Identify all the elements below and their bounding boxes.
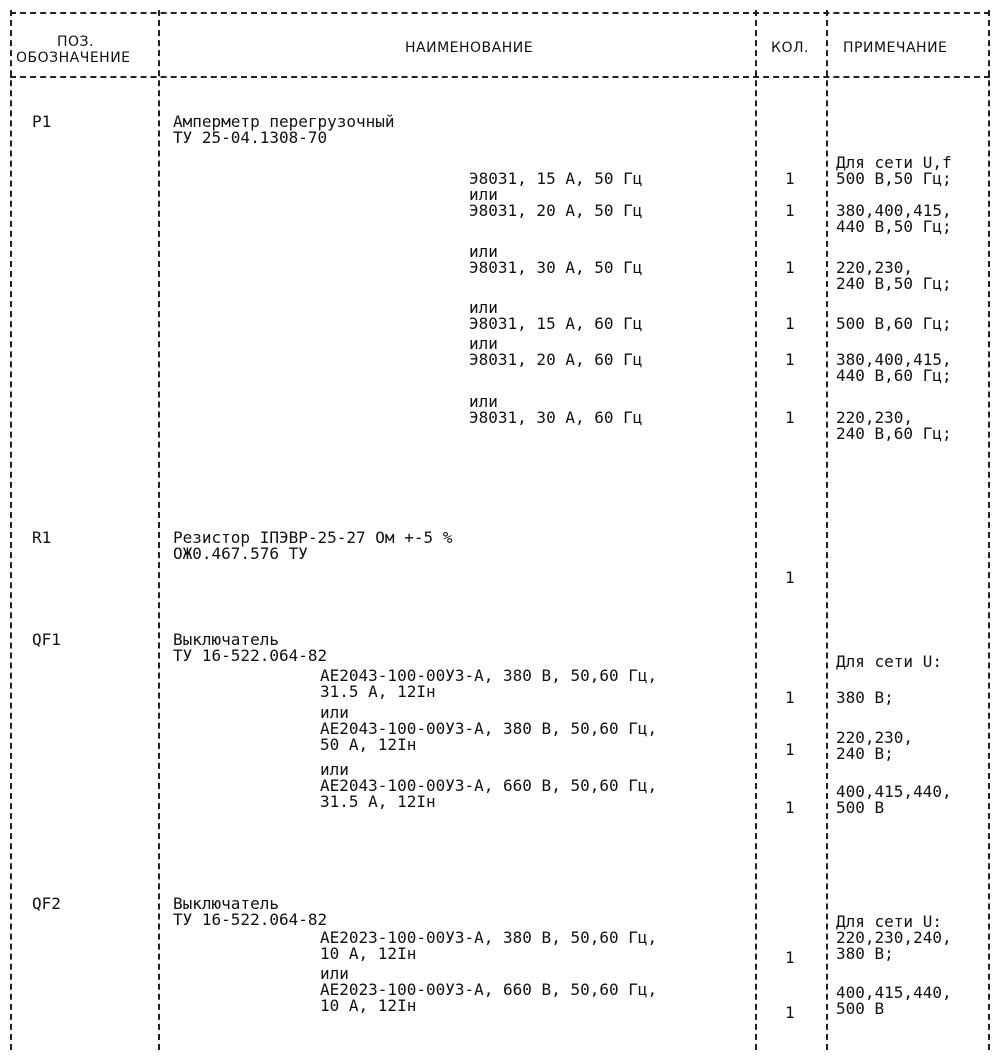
qf1-item-3-line2: 31.5 А, 12Iн [320, 792, 436, 811]
p1-item-2-name: Э8031, 20 А, 50 Гц [469, 201, 643, 220]
p1-item-4-note1: 500 В,60 Гц; [836, 314, 952, 333]
qf1-item-3-note1: 400,415,440, [836, 782, 952, 801]
qf2-item-1-line1: АЕ2023-100-00УЗ-А, 380 В, 50,60 Гц, [320, 928, 658, 947]
qf1-note-head: Для сети U: [836, 652, 942, 671]
qf1-item-1-line2: 31.5 А, 12Iн [320, 682, 436, 701]
qf1-item-2-line2: 50 А, 12Iн [320, 735, 417, 754]
column-rule-name [755, 10, 757, 1050]
qf1-item-2-qty: 1 [785, 740, 795, 759]
qf1-pos: QF1 [32, 630, 61, 649]
p1-item-1-name: Э8031, 15 А, 50 Гц [469, 169, 643, 188]
p1-item-6-qty: 1 [785, 408, 795, 427]
qf1-item-3-note2: 500 В [836, 798, 885, 817]
p1-item-6-ili: или [469, 392, 498, 411]
qf2-item-2-note1: 400,415,440, [836, 983, 952, 1002]
qf1-item-2-ili: или [320, 703, 349, 722]
qf2-item-1-note1: Для сети U: [836, 912, 942, 931]
qf1-item-2-note1: 220,230, [836, 728, 914, 747]
p1-item-4-name: Э8031, 15 А, 60 Гц [469, 314, 643, 333]
column-rule-right [988, 10, 990, 1050]
qf1-item-1-qty: 1 [785, 688, 795, 707]
qf2-item-2-line1: АЕ2023-100-00УЗ-А, 660 В, 50,60 Гц, [320, 980, 658, 999]
r1-title2: ОЖ0.467.576 ТУ [173, 544, 308, 563]
p1-item-2-note1: 380,400,415, [836, 201, 952, 220]
header-qty: КОЛ. [771, 40, 809, 56]
p1-item-3-name: Э8031, 30 А, 50 Гц [469, 258, 643, 277]
r1-pos: R1 [32, 528, 52, 547]
header-name: НАИМЕНОВАНИЕ [405, 40, 534, 56]
qf1-title1: Выключатель [173, 630, 279, 649]
qf1-item-3-line1: АЕ2043-100-00УЗ-А, 660 В, 50,60 Гц, [320, 776, 658, 795]
p1-item-6-name: Э8031, 30 А, 60 Гц [469, 408, 643, 427]
qf1-item-3-ili: или [320, 760, 349, 779]
p1-item-6-note1: 220,230, [836, 408, 914, 427]
qf1-item-2-line1: АЕ2043-100-00УЗ-А, 380 В, 50,60 Гц, [320, 719, 658, 738]
p1-pos: P1 [32, 112, 52, 131]
p1-item-2-qty: 1 [785, 201, 795, 220]
qf2-item-2-qty: 1 [785, 1003, 795, 1022]
p1-item-2-note2: 440 В,50 Гц; [836, 217, 952, 236]
header-top-rule [10, 12, 990, 14]
qf1-item-2-note2: 240 В; [836, 744, 894, 763]
p1-item-3-qty: 1 [785, 258, 795, 277]
header-note: ПРИМЕЧАНИЕ [843, 40, 948, 56]
header-bottom-rule [10, 76, 990, 78]
p1-item-2-ili: или [469, 185, 498, 204]
p1-item-3-ili: или [469, 242, 498, 261]
p1-item-1-note2: 500 В,50 Гц; [836, 169, 952, 188]
r1-qty: 1 [785, 568, 795, 587]
qf2-item-2-line2: 10 А, 12Iн [320, 996, 417, 1015]
qf2-item-2-note2: 500 В [836, 999, 885, 1018]
qf2-item-2-ili: или [320, 964, 349, 983]
qf1-item-3-qty: 1 [785, 798, 795, 817]
qf2-pos: QF2 [32, 894, 61, 913]
p1-item-1-note1: Для сети U,f [836, 153, 952, 172]
p1-item-5-qty: 1 [785, 350, 795, 369]
header-pos-line2: ОБОЗНАЧЕНИЕ [16, 50, 131, 66]
qf1-title2: ТУ 16-522.064-82 [173, 646, 328, 665]
p1-item-1-qty: 1 [785, 169, 795, 188]
qf2-title2: ТУ 16-522.064-82 [173, 910, 328, 929]
column-rule-qty [826, 10, 828, 1050]
r1-title1: Резистор IПЭВР-25-27 Ом +-5 % [173, 528, 453, 547]
qf1-item-1-note1: 380 В; [836, 688, 894, 707]
p1-item-4-ili: или [469, 298, 498, 317]
qf2-item-1-line2: 10 А, 12Iн [320, 944, 417, 963]
p1-item-5-note1: 380,400,415, [836, 350, 952, 369]
p1-title1: Амперметр перегрузочный [173, 112, 395, 131]
qf2-item-1-note2: 220,230,240, [836, 928, 952, 947]
p1-item-4-qty: 1 [785, 314, 795, 333]
column-rule-left [10, 10, 12, 1050]
p1-item-5-ili: или [469, 334, 498, 353]
p1-item-3-note2: 240 В,50 Гц; [836, 274, 952, 293]
p1-item-5-note2: 440 В,60 Гц; [836, 366, 952, 385]
header-pos-line1: ПОЗ. [57, 34, 94, 50]
qf2-title1: Выключатель [173, 894, 279, 913]
qf1-item-1-line1: АЕ2043-100-00УЗ-А, 380 В, 50,60 Гц, [320, 666, 658, 685]
column-rule-pos [158, 10, 160, 1050]
p1-item-3-note1: 220,230, [836, 258, 914, 277]
p1-item-6-note2: 240 В,60 Гц; [836, 424, 952, 443]
p1-title2: ТУ 25-04.1308-70 [173, 128, 328, 147]
qf2-item-1-qty: 1 [785, 948, 795, 967]
p1-item-5-name: Э8031, 20 А, 60 Гц [469, 350, 643, 369]
qf2-item-1-note3: 380 В; [836, 944, 894, 963]
